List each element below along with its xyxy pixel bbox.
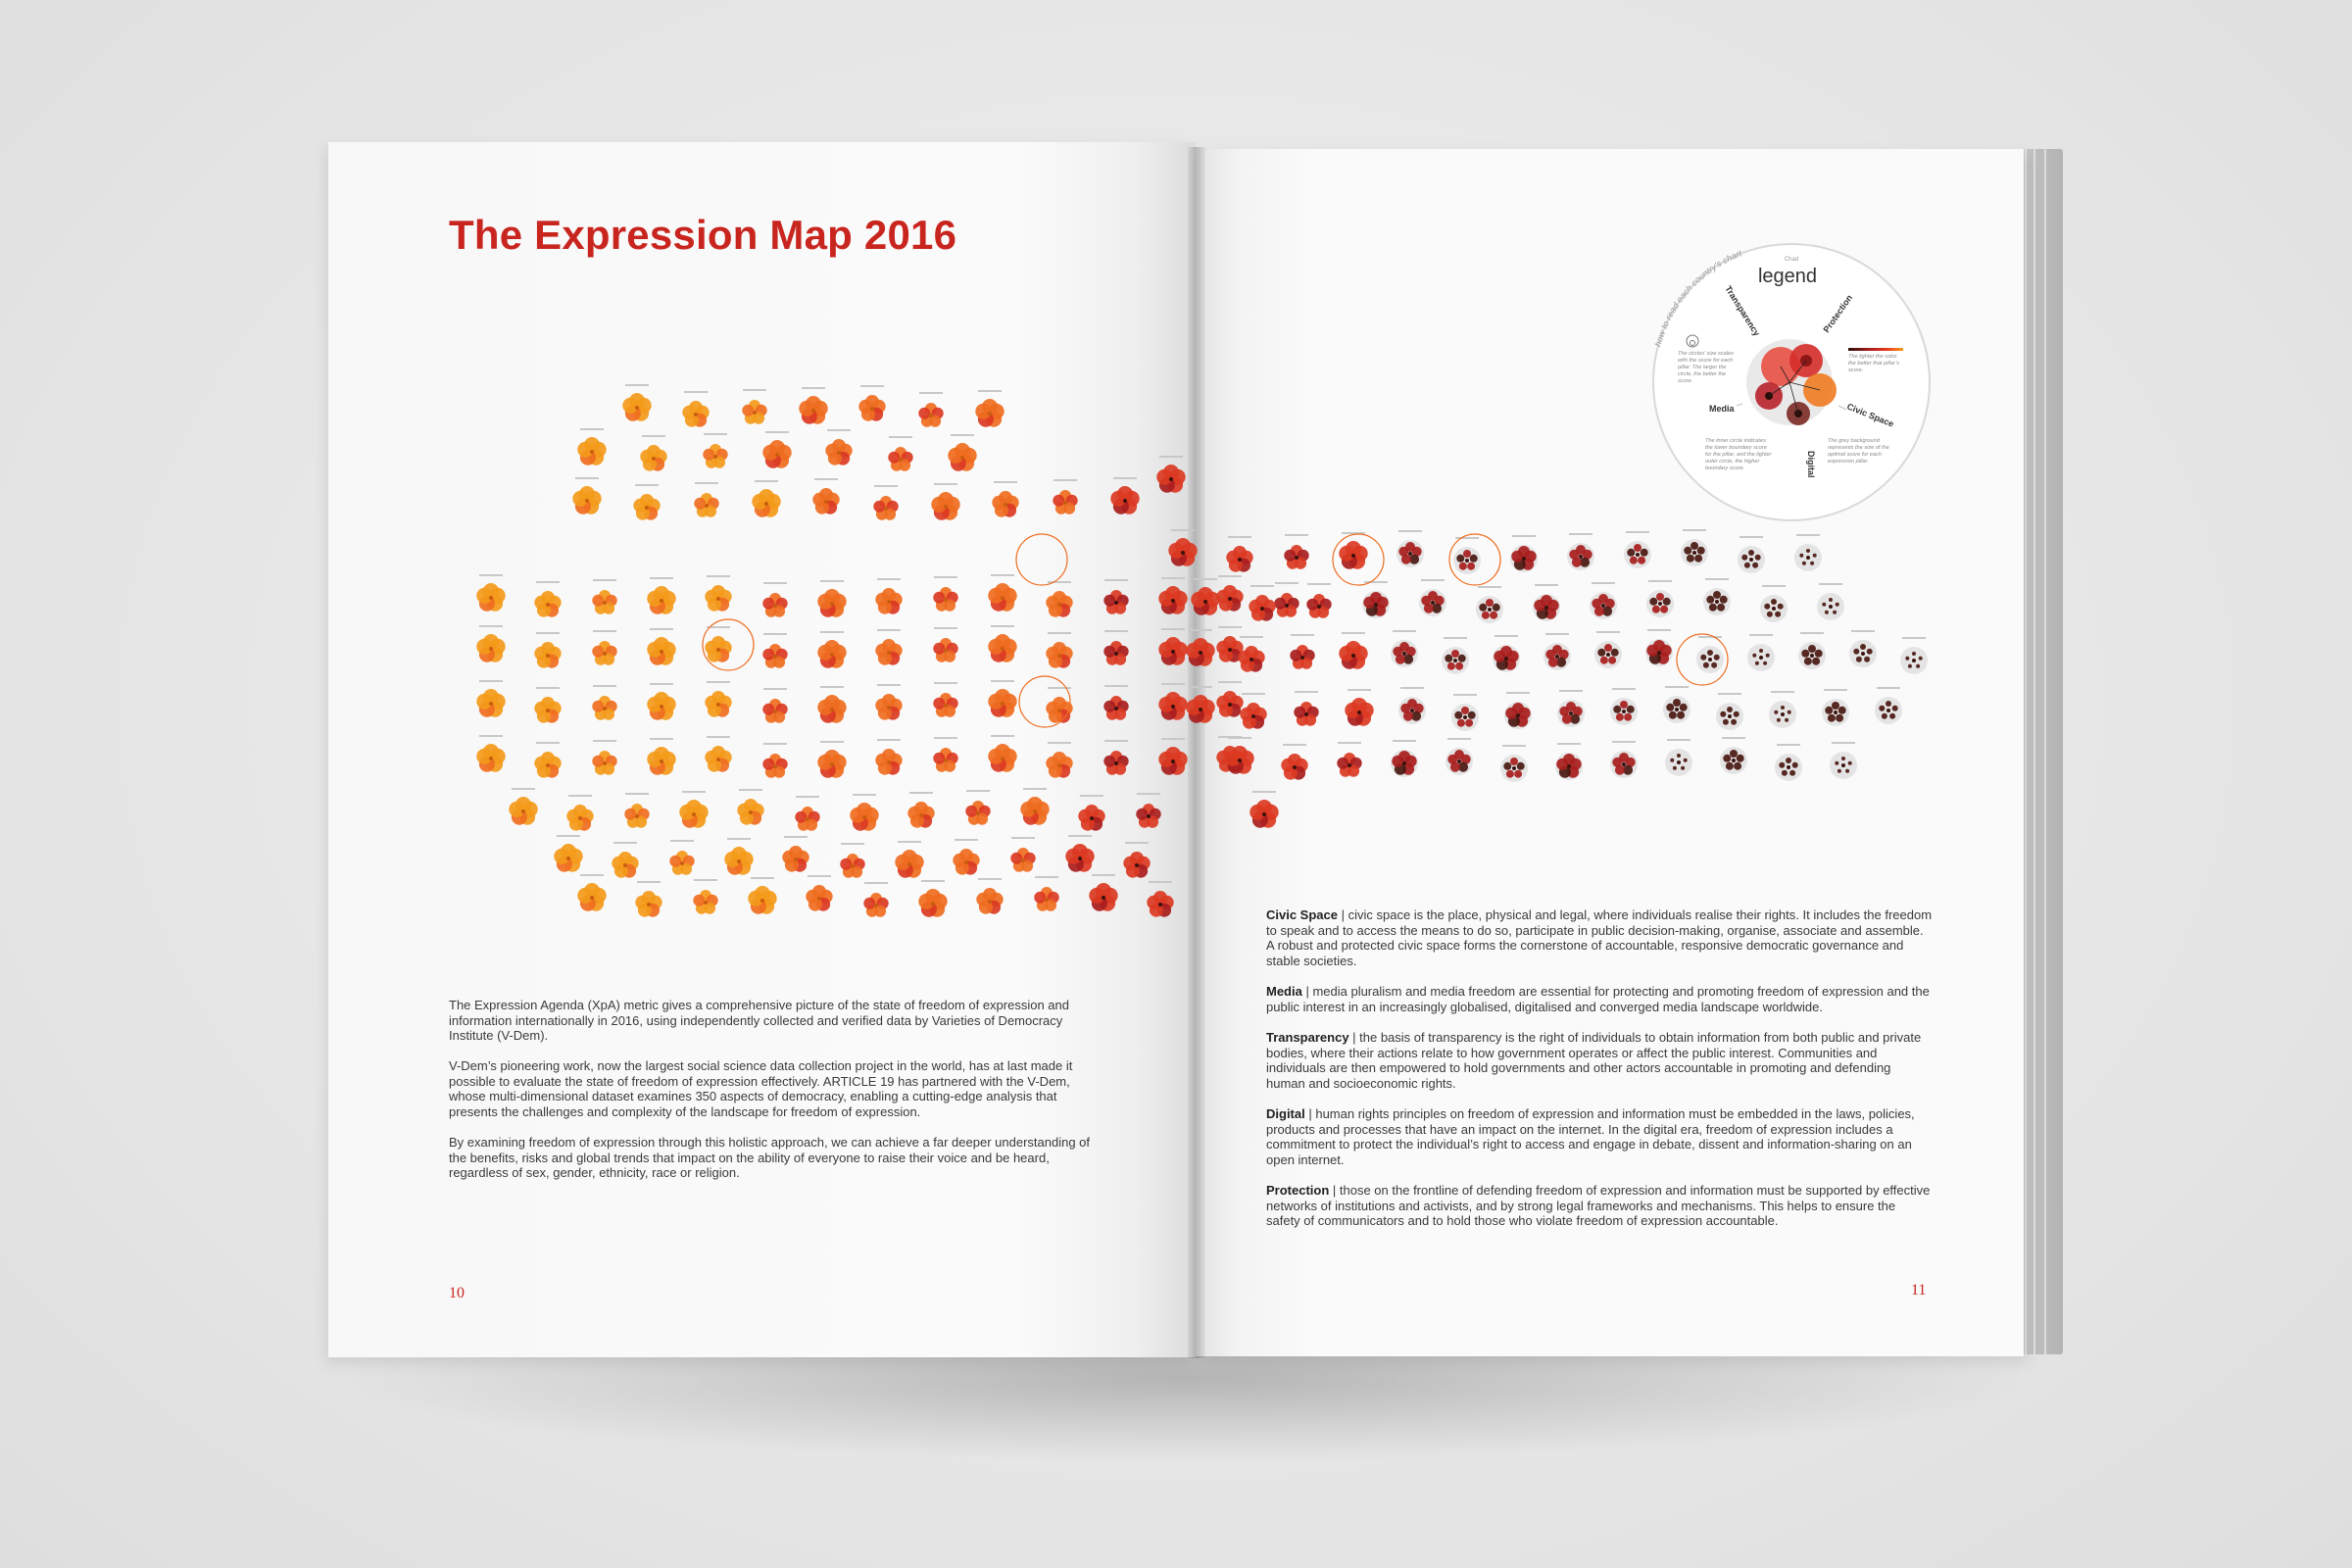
country-flower	[1594, 631, 1622, 668]
country-flower	[705, 575, 731, 612]
country-flower	[1186, 686, 1214, 723]
legend-title: legend	[1757, 266, 1818, 287]
intro-paragraph-1: The Expression Agenda (XpA) metric gives a comprehensive picture of the state of freedom of expression and information internationally in 2016, using independently collected and verified data by Varieties of Democracy Institute (V-Dem).	[449, 998, 1070, 1043]
country-flower	[1747, 634, 1775, 671]
page-title: The Expression Map 2016	[449, 212, 957, 258]
country-flower	[992, 481, 1018, 517]
country-flower	[748, 877, 776, 914]
legend-note-grey: The grey background represents the size of the optimal score for each expression pillar.	[1828, 438, 1889, 465]
country-flower	[1306, 583, 1331, 618]
legend-label-digital: Digital	[1806, 451, 1816, 478]
country-flower	[476, 625, 505, 662]
page-number-right: 11	[1911, 1282, 1927, 1298]
country-flower	[975, 390, 1004, 427]
country-flower	[762, 582, 787, 617]
country-flower	[1720, 737, 1747, 774]
definition-term: Digital	[1266, 1106, 1305, 1121]
country-flower	[1046, 632, 1072, 668]
country-flower	[1290, 634, 1314, 669]
country-flower	[1610, 741, 1638, 778]
country-flower	[577, 874, 606, 911]
country-flower	[476, 680, 505, 717]
country-flower	[577, 428, 606, 466]
country-flower	[762, 688, 787, 723]
country-flower	[1046, 581, 1072, 617]
country-flower	[1065, 835, 1094, 872]
country-flower	[476, 735, 505, 772]
country-flower	[873, 485, 898, 520]
country-flower	[1830, 742, 1857, 779]
country-flower	[1769, 691, 1796, 728]
legend-arc-title: how to read each country’s chart	[1652, 248, 1743, 348]
country-flower	[1158, 577, 1187, 614]
country-flower	[1103, 579, 1128, 614]
country-flower	[1875, 687, 1902, 724]
country-flower	[795, 796, 819, 831]
country-flower	[976, 878, 1003, 914]
country-flower	[1703, 578, 1731, 615]
country-flower	[1281, 744, 1307, 780]
country-flower	[799, 387, 827, 424]
country-flower	[1849, 630, 1877, 667]
country-flower	[1510, 535, 1538, 572]
country-flower	[762, 743, 787, 778]
country-flower	[1046, 742, 1072, 778]
definition-term: Media	[1266, 984, 1302, 999]
legend-note-color: The lighter the color the better that pillar’s score.	[1848, 354, 1900, 373]
country-flower	[1451, 694, 1479, 731]
country-flower	[1284, 534, 1308, 569]
country-flower	[703, 433, 727, 468]
country-flower	[1567, 533, 1594, 570]
country-flower	[622, 384, 651, 421]
legend-color-gradient	[1848, 348, 1903, 351]
country-flower	[1103, 685, 1128, 720]
country-flower	[988, 574, 1016, 612]
country-flower	[1646, 580, 1674, 617]
country-flower	[694, 482, 718, 517]
country-flower	[1446, 738, 1473, 775]
country-flower	[782, 836, 808, 872]
country-flower	[840, 843, 864, 878]
country-flower	[1240, 693, 1266, 729]
country-flower	[737, 789, 763, 825]
country-flower	[647, 683, 675, 720]
country-flower	[1391, 630, 1418, 667]
country-flower	[705, 736, 731, 772]
page-number-left: 10	[449, 1285, 465, 1301]
country-flower	[1442, 637, 1469, 674]
country-flower	[1557, 690, 1585, 727]
country-flower	[888, 436, 912, 471]
country-flower	[1798, 632, 1826, 669]
country-flower	[1103, 630, 1128, 665]
definition-text: | civic space is the place, physical and legal, where individuals realise their rights. It includes the freedom to speak and to access the means to do so, participate in public decision-making, organise, associate and assemble. A robust and protected civic space forms the cornerstone of accountable, responsive democratic governance and stable societies.	[1266, 907, 1933, 968]
country-flower	[1419, 579, 1446, 616]
country-flower	[762, 431, 791, 468]
country-flower	[1226, 536, 1252, 572]
country-flower	[682, 391, 709, 427]
country-flower	[1339, 632, 1367, 669]
country-flower	[534, 581, 561, 617]
country-flower	[1345, 689, 1373, 726]
country-flower	[953, 839, 979, 875]
definition-text: | those on the frontline of defending freedom of expression and information must be supported by effective networks of institutions and activists, and by strong legal frameworks and mechanisms. This helps to ensure the safety of communicators and to hold those who violate freedom of expression accountable.	[1266, 1183, 1931, 1228]
country-flower	[1398, 687, 1426, 724]
country-flower	[693, 879, 717, 914]
country-flower	[907, 792, 934, 828]
country-flower	[1147, 881, 1173, 917]
definition-term: Civic Space	[1266, 907, 1338, 922]
country-flower	[1053, 479, 1077, 514]
country-flower	[1453, 537, 1481, 574]
country-flower	[572, 477, 601, 514]
country-flower	[1716, 693, 1743, 730]
country-flower	[895, 841, 923, 878]
country-flower	[669, 840, 694, 875]
country-flower	[1158, 628, 1187, 665]
country-flower	[752, 480, 780, 517]
country-flower	[1225, 737, 1253, 774]
country-flower	[1339, 532, 1367, 569]
country-flower	[1123, 842, 1150, 878]
country-flower	[1136, 793, 1160, 828]
country-flower	[1078, 795, 1104, 831]
intro-paragraph-3: By examining freedom of expression through this holistic approach, we can achieve a far deeper understanding of the benefits, risks and global trends that impact on the ability of everyone to raise their voice and be heard, regardless of sex, gender, ethnicity, race or religion.	[449, 1135, 1090, 1180]
country-flower	[918, 392, 943, 427]
definition-text: | human rights principles on freedom of expression and information must be embedded in the laws, policies, products and processes that have an impact on the internet. In the digital era, freedom of expression includes a commitment to protect the individual’s right to access and engage in debate, dissent and information-sharing on an open internet.	[1266, 1106, 1915, 1167]
country-flower	[1590, 582, 1617, 619]
country-flower	[1186, 629, 1214, 666]
country-flower	[988, 735, 1016, 772]
legend-label-transparency: Transparency	[1723, 283, 1762, 338]
country-flower	[509, 788, 537, 825]
definition-transparency	[1266, 1030, 1933, 1091]
country-flower	[1555, 743, 1583, 780]
country-flower	[933, 682, 957, 717]
country-flower	[679, 791, 708, 828]
country-flower	[875, 629, 902, 665]
country-flower	[931, 483, 959, 520]
country-flower	[647, 738, 675, 775]
country-flower	[762, 633, 787, 668]
country-flower	[1103, 740, 1128, 775]
country-flower	[812, 478, 839, 514]
legend-example-flower	[1746, 339, 1837, 425]
country-flower	[1337, 742, 1361, 777]
country-flower	[806, 875, 832, 911]
definition-term: Protection	[1266, 1183, 1330, 1198]
country-flower	[817, 631, 846, 668]
country-flower	[918, 880, 947, 917]
country-flower	[635, 881, 662, 917]
country-flower	[705, 681, 731, 717]
country-flower	[965, 790, 990, 825]
country-flower	[817, 580, 846, 617]
country-flower	[1362, 581, 1390, 618]
country-flower	[875, 739, 902, 775]
country-flower	[1010, 837, 1035, 872]
definition-protection	[1266, 1183, 1933, 1229]
country-flower	[875, 578, 902, 614]
country-flower	[1817, 583, 1844, 620]
country-flower	[825, 429, 852, 466]
country-flower	[863, 882, 888, 917]
country-flower	[592, 740, 616, 775]
definition-text: | the basis of transparency is the right of individuals to obtain information from both public and private bodies, where their actions relate to how government operates or affect the public interest. Communities and individuals are then empowered to hold governments and other actors accountable in promoting and defending human and socioeconomic rights.	[1266, 1030, 1922, 1091]
country-flower	[624, 793, 649, 828]
definition-civic-space	[1266, 907, 1933, 968]
definition-text: | media pluralism and media freedom are essential for protecting and promoting freedom of expression and the public interest in an increasingly globalised, digitalised and converged media landscape worldwide.	[1266, 984, 1930, 1014]
country-flower	[933, 576, 957, 612]
country-flower	[566, 795, 593, 831]
country-flower	[1158, 738, 1187, 775]
country-flower	[948, 434, 976, 471]
country-flower	[742, 389, 766, 424]
country-flower	[1822, 689, 1849, 726]
country-flower	[1250, 791, 1278, 828]
legend-note-inner: The inner circle indicates the lower boundary score for the pillar, and the lighter outer circle, the higher boundary score.	[1705, 438, 1772, 471]
country-flower	[1156, 456, 1185, 493]
country-flower	[1216, 681, 1243, 717]
country-flower	[1034, 876, 1058, 911]
legend-label-media: Media	[1709, 404, 1735, 414]
country-flower	[817, 686, 846, 723]
country-flower	[1274, 582, 1298, 617]
country-flower	[554, 835, 582, 872]
country-flower	[933, 737, 957, 772]
country-flower	[1500, 745, 1528, 782]
definition-term: Transparency	[1266, 1030, 1349, 1045]
country-flower	[647, 577, 675, 614]
legend-small-label: Chad	[1784, 257, 1799, 263]
highlight-ring	[1016, 534, 1067, 585]
country-flower	[1645, 629, 1673, 666]
country-flower	[724, 838, 753, 875]
country-flower	[647, 628, 675, 665]
country-flower	[1110, 477, 1139, 514]
country-flower	[476, 574, 505, 612]
country-flower	[612, 842, 638, 878]
country-flower	[534, 687, 561, 723]
country-flower	[592, 579, 616, 614]
country-flower	[1663, 686, 1690, 723]
definition-digital	[1266, 1106, 1933, 1167]
country-flower	[858, 385, 885, 421]
country-flower	[1504, 692, 1532, 729]
country-flower	[633, 484, 660, 520]
country-flower	[592, 630, 616, 665]
country-flower	[875, 684, 902, 720]
country-flower	[1775, 744, 1802, 781]
country-flower	[1665, 739, 1692, 776]
country-flower	[592, 685, 616, 720]
country-flower	[1158, 683, 1187, 720]
country-flower	[1533, 584, 1560, 621]
intro-paragraph-2: V-Dem’s pioneering work, now the largest social science data collection project in the world, has at last made it possible to evaluate the state of freedom of expression effectively. ARTICLE 19 has partnered with the V-Dem, whose multi-dimensional dataset examines 350 aspects of democracy, enabling a cutting-edge analysis that presents the challenges and complexity of the landscape for freedom of expression.	[449, 1058, 1073, 1119]
country-flower	[1391, 740, 1418, 777]
country-flower	[1476, 586, 1503, 623]
country-flower	[534, 742, 561, 778]
country-flower	[1760, 585, 1788, 622]
country-flower	[1544, 633, 1571, 670]
country-flower	[1216, 575, 1243, 612]
country-flower	[640, 435, 666, 471]
country-flower	[1294, 691, 1318, 726]
country-flower	[988, 625, 1016, 662]
legend-label-protection: Protection	[1821, 292, 1855, 335]
country-flower	[817, 741, 846, 778]
legend-graphic	[1627, 218, 1952, 543]
legend-label-civic-space: Civic Space	[1845, 401, 1895, 429]
country-flower	[1610, 688, 1638, 725]
country-flower	[1249, 585, 1275, 621]
definition-media	[1266, 984, 1933, 1014]
country-flower	[1089, 874, 1117, 911]
country-flower	[1396, 530, 1424, 567]
legend-note-size: The circles’ size scales with the score for each pillar. The larger the circle, the better the score.	[1678, 351, 1734, 384]
country-flower	[705, 626, 731, 662]
country-flower	[1900, 637, 1928, 674]
country-flower	[1493, 635, 1520, 672]
country-flower	[1168, 529, 1197, 566]
country-flower	[1020, 788, 1049, 825]
country-flower	[850, 794, 878, 831]
country-flower	[933, 627, 957, 662]
country-flower	[1191, 578, 1219, 615]
country-flower	[988, 680, 1016, 717]
country-flower	[534, 632, 561, 668]
country-flower	[1238, 636, 1264, 672]
